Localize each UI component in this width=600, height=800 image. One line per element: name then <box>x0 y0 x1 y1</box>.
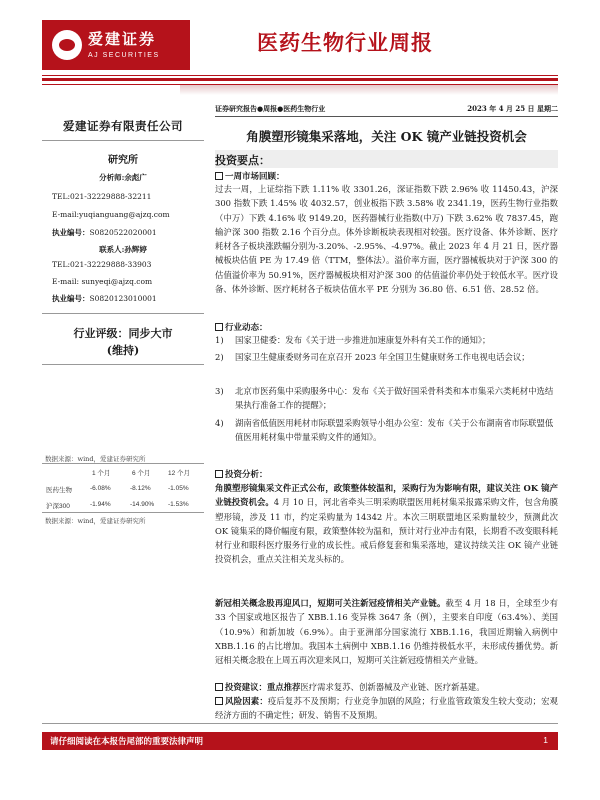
risk-label: 风险因素： <box>225 696 268 706</box>
header-shadow <box>180 85 558 95</box>
analysis-body-2: 截至 4 月 18 日，全球至少有 33 个国家或地区报告了 XBB.1.16 变异株 3647 条（例），主要来自印度（63.4%）、美国（10.9%）和新加坡（6.9%）。由于亚洲部分国家流行 XBB.1.16，我国近期输入病例中 XBB.1.16 的占比增加。我国本土病例中 XBB.1.16 仍维持极低水平，未形成传播优势。新冠相关概念股在上周五再次迎来风口，短期可关注新冠疫情相关产业链。 <box>215 598 558 666</box>
page-number: 1 <box>543 735 548 745</box>
contact-email[interactable]: E-mail: sunyeqi@ajzq.com <box>52 277 153 286</box>
analyst-cert-number: S0820522020001 <box>89 228 157 237</box>
table-cell: -1.05% <box>168 485 189 492</box>
chart-source: 数据来源：wind，爱建证券研究所 <box>45 455 146 463</box>
list-text: 国家卫生健康委财务司在京召开 2023 年全国卫生健康财务工作电视电话会议； <box>235 352 530 362</box>
sidebar-divider <box>42 140 204 141</box>
list-item <box>215 333 558 347</box>
list-item <box>215 416 558 445</box>
company-name: 爱建证券有限责任公司 <box>63 119 183 133</box>
contact-line <box>42 244 204 255</box>
analyst-label: 分析师: <box>99 173 125 182</box>
analyst-line <box>42 172 204 183</box>
report-date: 2023 年 4 月 25 日 星期二 <box>467 104 558 113</box>
list-text: 国家卫健委：发布《关于进一步推进加速康复外科有关工作的通知》； <box>235 335 491 345</box>
list-number: 2) <box>215 352 224 362</box>
table-cell: 医药生物 <box>46 487 72 494</box>
analysis-title: 投资分析： <box>225 470 268 480</box>
industry-rating <box>42 325 204 359</box>
analyst-email[interactable]: E-mail:yuqianguang@ajzq.com <box>52 210 170 219</box>
logo <box>42 20 190 70</box>
list-item <box>215 350 558 364</box>
report-category: 证券研究报告●周报●医药生物行业 <box>215 104 326 113</box>
table-bottom-rule <box>42 512 204 513</box>
contact-tel: TEL:021-32229888-33903 <box>52 260 152 269</box>
analysis-paragraph-1 <box>215 481 558 567</box>
table-header-cell: 12 个月 <box>168 470 191 477</box>
contact-label: 联系人: <box>99 245 125 254</box>
risk-text: 疫后复苏不及预期；行业竞争加剧的风险；行业监管政策发生较大变动；宏观经济方面的不确定性；研发、销售不及预期。 <box>215 696 559 721</box>
advice-label: 投资建议： <box>225 682 267 692</box>
analysis-paragraph-2 <box>215 596 558 667</box>
analyst-cert <box>52 227 157 238</box>
table-cell: 沪深300 <box>46 503 70 510</box>
table-cell: -1.53% <box>168 501 189 508</box>
list-text: 北京市医药集中采购服务中心：发布《关于做好国采骨科类和本市集采六类耗材中选结果执行准备工作的提醒》； <box>235 386 554 411</box>
rating-value: 行业评级：同步大市 <box>73 327 173 340</box>
institute-name: 研究所 <box>108 155 138 166</box>
logo-chinese-name: 爱建证券 <box>88 30 157 48</box>
logo-english-name: AJ SECURITIES <box>88 52 160 59</box>
weekly-review-text: 过去一周，上证综指下跌 1.11% 收 3301.26，深证指数下跌 2.96% 收 11450.43，沪深 300 指数下跌 1.45% 收 4032.57，创业板指下跌 3.58% 收 2341.19，医药生物行业指数（中万）下跌 4.16% 收 9149.20，医药器械行业指数(中万) 下跌 3.62% 收 7837.45，跑输沪深 300 指数 2.16 个百分点。体外诊断板块表现相对较强。医疗设备、体外诊断、医疗耗材各子板块涨跌幅分别为-3.20%、-2.95%、-4.97%。截止 2023 年 4 月 21 日，医疗器械板块估值 PE 为 17.49 倍（TTM，整体法）。溢价率方面，医疗器械板块对于沪深 300 的估值溢价率为 50.91%，医疗器械板块相对沪深 300 的估值溢价率仍处于较低水平。医疗设备、体外诊断、医疗耗材各子板块估值水平 PE 分别为 36.80 倍、6.51 倍、28.52 倍。 <box>215 184 559 295</box>
table-cell: -6.08% <box>90 485 111 492</box>
report-series-title: 医药生物行业周报 <box>257 30 433 55</box>
advice-text: 医疗需求复苏、创新器械及产业链、医疗新基建。 <box>300 682 485 692</box>
list-text: 湖南省低值医用耗材市际联盟采购领导小组办公室：发布《关于公布湖南省市际联盟低值医用耗材集中带量采购文件的通知》。 <box>235 418 554 443</box>
contact-cert <box>52 293 157 304</box>
advice-emphasis: 重点推荐 <box>266 682 301 692</box>
table-cell: -1.94% <box>90 501 111 508</box>
industry-news-title: 行业动态： <box>225 323 268 333</box>
legal-notice[interactable]: 请仔细阅读在本报告尾部的重要法律声明 <box>50 737 204 747</box>
analysis-body-1: 4 月 10 日，河北省牵头三明采购联盟医用耗材集采报露采购文件，包含角膜塑形镜，涉及 11 市，约定采购量为 14342 片。本次三明联盟地区采购量较少，预测此次 OK 镜集采的降价幅度有限，政策整体较为温和，预计对行业冲击有限，长期看不改变眼科耗材行业和眼科医疗服务行业的成长性。戒后修复套和集采落地，建议持续关注 OK 镜产业链投资机会，重点关注相关龙头标的。 <box>215 497 558 565</box>
table-cell: -8.12% <box>130 485 151 492</box>
header-divider <box>42 75 558 76</box>
rating-status: (维持) <box>106 344 140 357</box>
table-top-rule <box>42 463 204 464</box>
contact-name: 孙辉婷 <box>124 245 147 254</box>
analyst-cert-label: 执业编号： <box>52 228 90 237</box>
analyst-tel: TEL:021-32229888-32211 <box>52 192 152 201</box>
weekly-review-heading <box>215 170 285 182</box>
list-item <box>215 384 558 413</box>
table-source: 数据来源：wind，爱建证券研究所 <box>45 517 146 525</box>
sidebar-divider <box>42 364 204 365</box>
section-title: 投资要点： <box>215 154 270 167</box>
weekly-review-title: 一周市场回顾： <box>225 172 285 182</box>
list-number: 3) <box>215 386 224 396</box>
section-header <box>215 150 558 168</box>
checkbox-bullet-icon <box>215 470 223 478</box>
list-number: 4) <box>215 418 224 428</box>
checkbox-bullet-icon <box>215 697 223 705</box>
checkbox-bullet-icon <box>215 172 223 180</box>
content-bottom-rule <box>42 723 558 724</box>
table-header-cell: 1 个月 <box>92 470 111 477</box>
list-number: 1) <box>215 335 224 345</box>
report-headline: 角膜塑形镜集采落地，关注 OK 镜产业链投资机会 <box>246 129 527 144</box>
footer-bar <box>42 732 558 750</box>
analysis-lead-2: 新冠相关概念股再迎风口，短期可关注新冠疫情相关产业链。 <box>215 598 446 608</box>
industry-news-heading <box>215 321 268 333</box>
investment-advice <box>215 680 558 694</box>
checkbox-bullet-icon <box>215 683 223 691</box>
table-header-row <box>42 468 204 480</box>
analyst-name: 余彪广 <box>124 173 147 182</box>
sidebar-divider <box>42 313 204 314</box>
contact-cert-label: 执业编号： <box>52 294 90 303</box>
table-cell: -14.90% <box>130 501 155 508</box>
table-row <box>42 485 204 497</box>
analysis-heading <box>215 468 268 480</box>
table-header-cell: 6 个月 <box>132 470 151 477</box>
logo-emblem-icon <box>52 30 82 60</box>
checkbox-bullet-icon <box>215 323 223 331</box>
risk-factors <box>215 694 558 723</box>
contact-cert-number: S0820123010001 <box>89 294 157 303</box>
analysis-lead-1: 角膜塑形镜集采文件正式公布，政策整体较温和，采购行为为影响有限，建议关注 OK 镜产业链投资机会。 <box>215 483 558 508</box>
meta-divider <box>215 116 558 117</box>
header-divider <box>42 78 558 81</box>
